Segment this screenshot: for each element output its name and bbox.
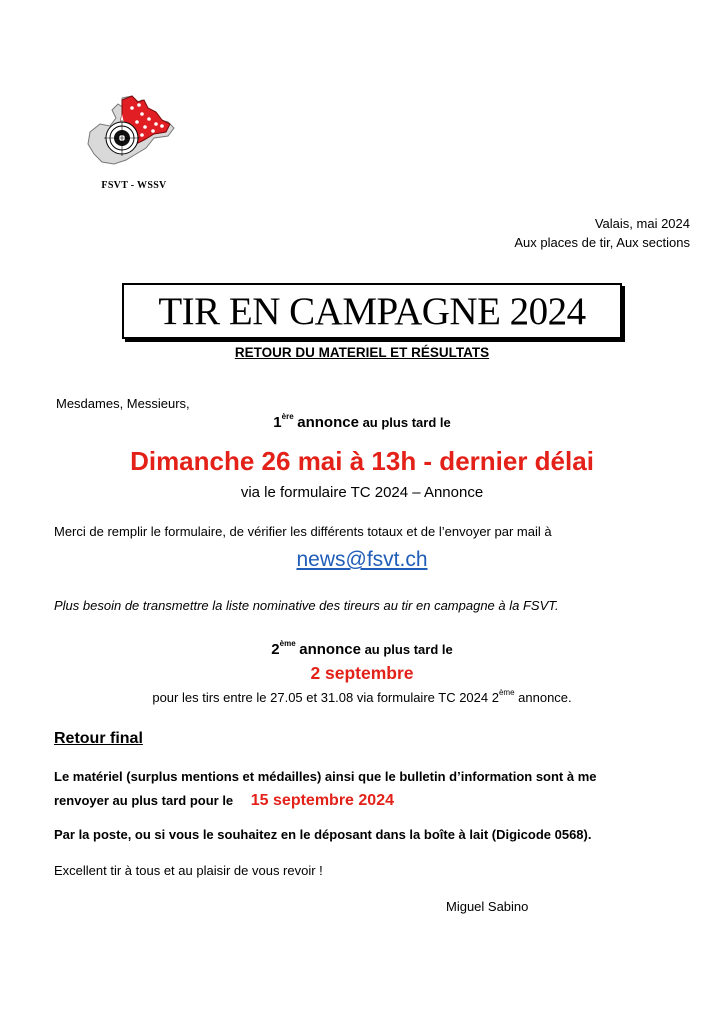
second-notice-details bbox=[0, 690, 724, 705]
canton-map-target-icon bbox=[82, 94, 182, 176]
final-return-line1: Le matériel (surplus mentions et médailles) ainsi que le bulletin d’information sont à me bbox=[54, 769, 597, 784]
closing-line: Excellent tir à tous et au plaisir de vous revoir ! bbox=[54, 863, 323, 878]
second-details-sup: ème bbox=[498, 688, 515, 697]
final-return-date: 15 septembre 2024 bbox=[250, 792, 394, 809]
second-details-after: annonce. bbox=[514, 690, 572, 705]
final-return-line2-text: renvoyer au plus tard pour le bbox=[54, 793, 234, 808]
email-link[interactable]: news@fsvt.ch bbox=[296, 548, 428, 571]
subtitle-text: RETOUR DU MATERIEL ET RÉSULTATS bbox=[234, 345, 490, 360]
recipients-line: Aux places de tir, Aux sections bbox=[514, 235, 690, 250]
signature: Miguel Sabino bbox=[446, 899, 529, 914]
italic-note: Plus besoin de transmettre la liste nominative des tireurs au tir en campagne à la FSVT. bbox=[54, 598, 559, 613]
date-line: Valais, mai 2024 bbox=[594, 216, 690, 231]
second-notice-label: annonce bbox=[299, 641, 361, 658]
final-return-heading: Retour final bbox=[54, 730, 143, 747]
first-notice-via: via le formulaire TC 2024 – Annonce bbox=[240, 484, 484, 501]
second-notice-number: 2 bbox=[271, 641, 280, 658]
greeting: Mesdames, Messieurs, bbox=[56, 396, 190, 411]
second-notice-sup: ème bbox=[279, 639, 296, 648]
title-text: TIR EN CAMPAGNE 2024 bbox=[158, 289, 586, 333]
fsvt-logo bbox=[82, 94, 182, 176]
logo-caption: FSVT - WSSV bbox=[101, 180, 167, 191]
instruction-text: Merci de remplir le formulaire, de vérifier les différents totaux et de l’envoyer par mail à bbox=[54, 524, 552, 539]
first-notice-label: annonce bbox=[297, 414, 359, 431]
first-notice-number: 1 bbox=[273, 414, 282, 431]
final-return-line2 bbox=[54, 792, 394, 810]
subtitle bbox=[0, 345, 724, 360]
first-notice-sup: ère bbox=[281, 412, 294, 421]
second-details-text: pour les tirs entre le 27.05 et 31.08 via formulaire TC 2024 2 bbox=[152, 690, 499, 705]
second-deadline-date: 2 septembre bbox=[310, 663, 414, 683]
post-line: Par la poste, ou si vous le souhaitez en le déposant dans la boîte à lait (Digicode 0568). bbox=[54, 827, 592, 842]
second-notice-deadline-text: au plus tard le bbox=[364, 642, 453, 657]
first-notice-deadline-text: au plus tard le bbox=[362, 415, 451, 430]
page-title bbox=[122, 283, 622, 339]
header-block bbox=[514, 214, 690, 252]
first-notice-line bbox=[0, 414, 724, 431]
second-notice-line bbox=[0, 641, 724, 658]
first-deadline-date: Dimanche 26 mai à 13h - dernier délai bbox=[130, 446, 594, 476]
